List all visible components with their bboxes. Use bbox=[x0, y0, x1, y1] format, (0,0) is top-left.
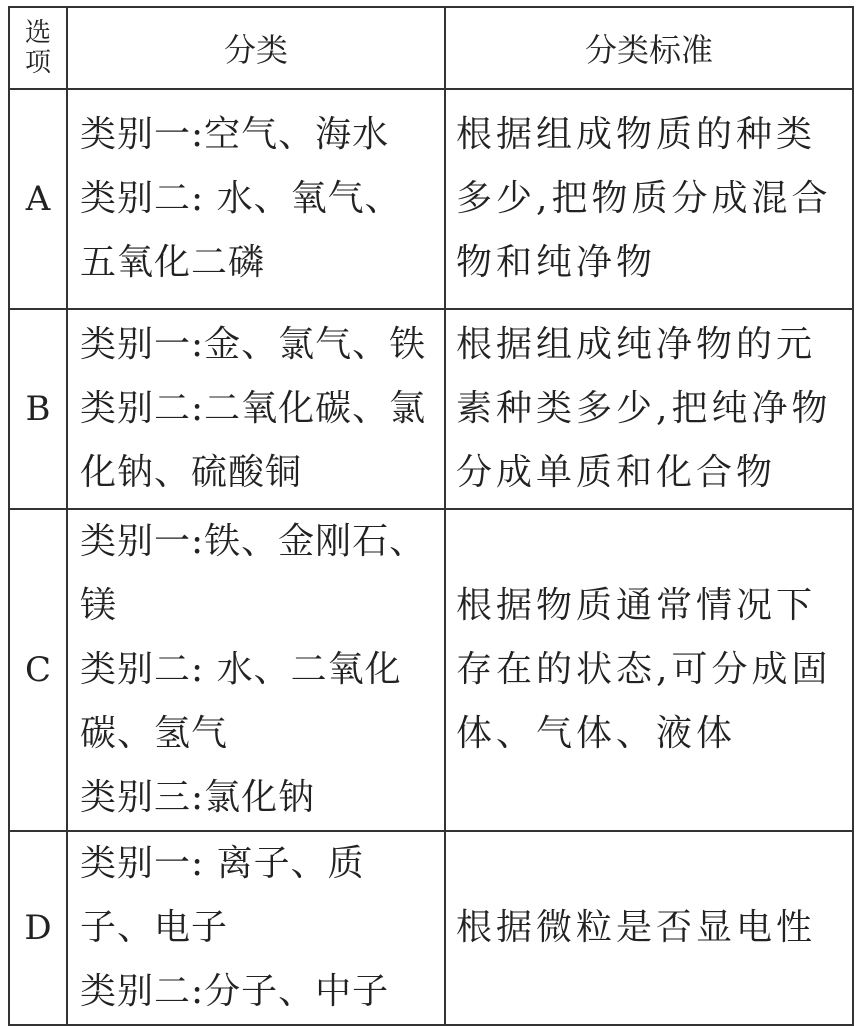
category-line: 类别一: 离子、质子、电子 bbox=[80, 843, 365, 948]
category-line: 类别二: 水、氧气、五氧化二磷 bbox=[80, 178, 402, 283]
category-line: 类别一:金、氯气、铁 bbox=[80, 324, 427, 365]
standard-cell: 根据组成物质的种类多少,把物质分成混合物和纯净物 bbox=[445, 89, 853, 309]
table-header-row bbox=[9, 7, 853, 89]
category-cell bbox=[67, 509, 445, 831]
table-row-d bbox=[9, 831, 853, 1025]
classification-table bbox=[8, 6, 854, 1026]
header-classification: 分类 bbox=[67, 7, 445, 89]
table-row-b bbox=[9, 309, 853, 509]
standard-cell: 根据物质通常情况下存在的状态,可分成固体、气体、液体 bbox=[445, 509, 853, 831]
table-row-a bbox=[9, 89, 853, 309]
option-letter: C bbox=[9, 509, 67, 831]
header-option-line2: 项 bbox=[24, 48, 51, 78]
category-cell bbox=[67, 89, 445, 309]
option-letter: D bbox=[9, 831, 67, 1025]
standard-cell: 根据组成纯净物的元素种类多少,把纯净物分成单质和化合物 bbox=[445, 309, 853, 509]
category-cell bbox=[67, 831, 445, 1025]
standard-cell: 根据微粒是否显电性 bbox=[445, 831, 853, 1025]
classification-table-container bbox=[8, 6, 846, 1012]
category-line: 类别二:二氧化碳、氯化钠、硫酸铜 bbox=[80, 388, 427, 493]
table-row-c bbox=[9, 509, 853, 831]
category-line: 类别一:铁、金刚石、镁 bbox=[80, 521, 427, 626]
header-option bbox=[9, 7, 67, 89]
category-line: 类别二:分子、中子 bbox=[80, 971, 390, 1012]
category-line: 类别一:空气、海水 bbox=[80, 114, 390, 155]
header-standard: 分类标准 bbox=[445, 7, 853, 89]
category-line: 类别三:氯化钠 bbox=[80, 777, 316, 818]
option-letter: A bbox=[9, 89, 67, 309]
category-cell bbox=[67, 309, 445, 509]
option-letter: B bbox=[9, 309, 67, 509]
header-option-line1: 选 bbox=[24, 18, 51, 48]
category-line: 类别二: 水、二氧化碳、氢气 bbox=[80, 649, 402, 754]
